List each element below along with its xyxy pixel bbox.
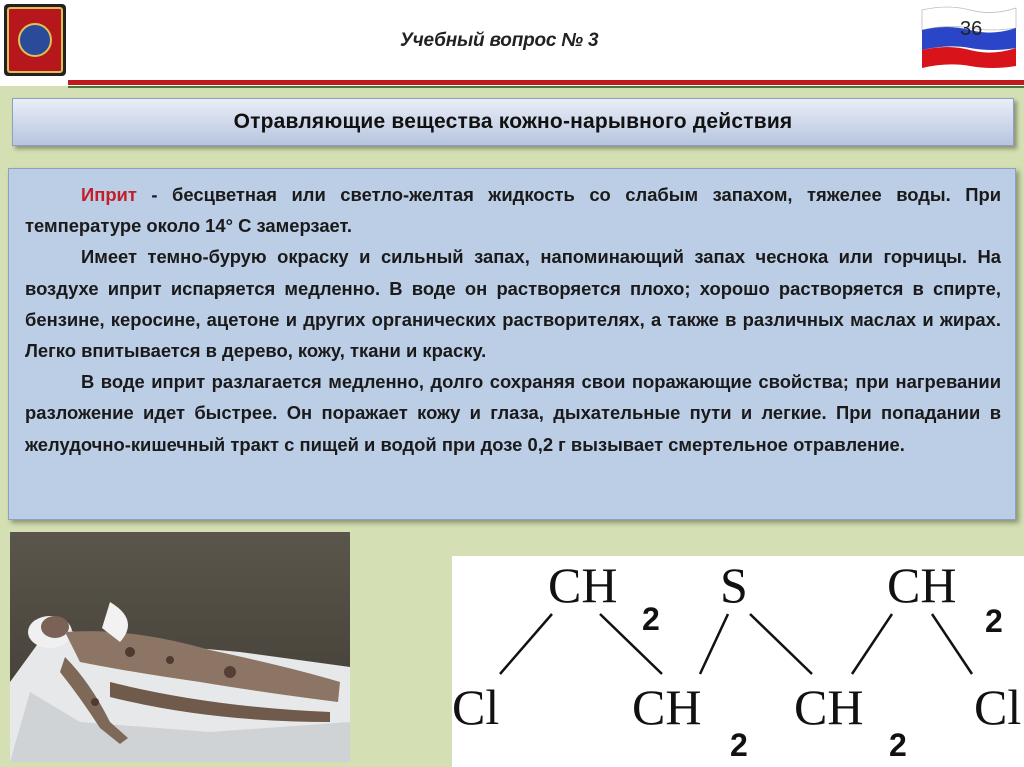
formula-ch2-top-2: CH: [887, 557, 957, 613]
bond-5: [852, 614, 892, 674]
paragraph-1-rest: - бесцветная или светло-желтая жидкость со слабым запахом, тяжелее воды. При температуре около 14° С замерзает.: [25, 184, 1001, 237]
chemical-formula: [452, 556, 1024, 767]
military-emblem-icon: [4, 4, 66, 76]
header-divider-green: [68, 86, 1024, 88]
bond-1: [500, 614, 552, 674]
section-heading: Отравляющие вещества кожно-нарывного действия: [233, 110, 793, 133]
term-iprit: Иприт: [81, 184, 137, 205]
paragraph-3: В воде иприт разлагается медленно, долго сохраняя свои поражающие свойства; при нагревании разложение идет быстрее. Он поражает кожу и глаза, дыхательные пути и легкие. При попадании в желудочно-кишечный тракт с пищей и водой при дозе 0,2 г вызывает смертельное отравление.: [25, 371, 1001, 455]
slide-title: Учебный вопрос № 3: [400, 30, 599, 51]
formula-sub-1: 2: [642, 601, 660, 637]
formula-ch2-bottom-1: CH: [632, 679, 702, 735]
formula-cl-right: Cl: [974, 679, 1022, 735]
formula-sub-3: 2: [730, 727, 748, 763]
description-text-box: [8, 168, 1016, 520]
formula-ch2-bottom-2: CH: [794, 679, 864, 735]
bond-6: [932, 614, 972, 674]
header-divider-red: [68, 80, 1024, 85]
bond-4: [750, 614, 812, 674]
section-heading-box: [12, 98, 1014, 146]
formula-sub-4: 2: [889, 727, 907, 763]
formula-sub-2: 2: [985, 603, 1003, 639]
victim-photo: [10, 532, 350, 762]
formula-ch2-top-1: CH: [548, 557, 618, 613]
bond-3: [700, 614, 728, 674]
paragraph-2: Имеет темно-бурую окраску и сильный запах, напоминающий запах чеснока или горчицы. На воздухе иприт испаряется медленно. В воде он растворяется плохо; хорошо растворяется в спирте, бензине, керосине, ацетоне и других органических растворителях, а также в различных маслах и жирах. Легко впитывается в дерево, кожу, ткани и краску.: [25, 246, 1001, 362]
paragraph-1: [25, 179, 1001, 241]
slide-number: 36: [960, 18, 983, 40]
formula-s: S: [720, 557, 748, 613]
formula-cl-left: Cl: [452, 679, 500, 735]
